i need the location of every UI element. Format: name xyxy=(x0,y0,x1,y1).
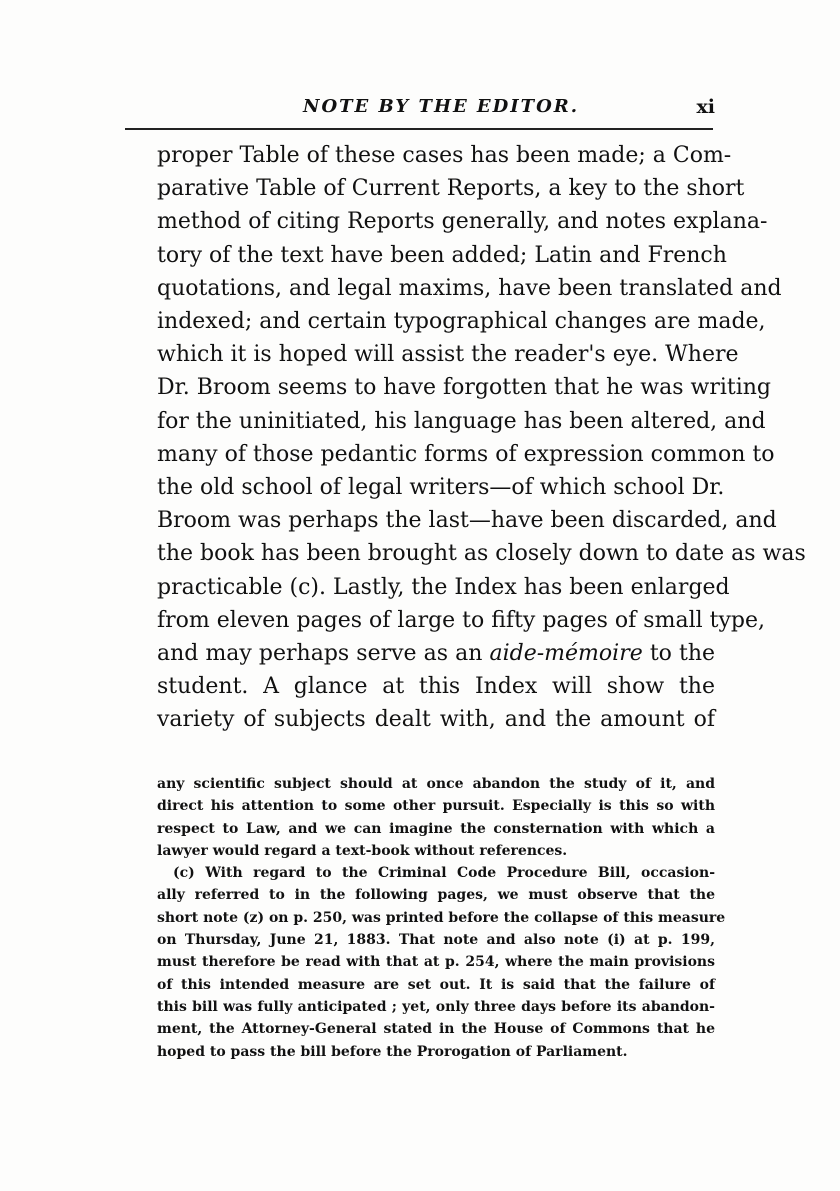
main-text xyxy=(157,139,806,737)
footnote-c-line: hoped to pass the bill before the Prorogation of Parliament. xyxy=(157,1043,628,1060)
text-line: many of those pedantic forms of expression common to xyxy=(157,441,775,467)
text-line: variety of subjects dealt with, and the amount of xyxy=(157,707,715,733)
text-line: the book has been brought as closely down to date as was xyxy=(157,541,806,567)
text-line: indexed; and certain typographical changes are made, xyxy=(157,309,766,335)
page-header xyxy=(157,96,715,126)
footnote-c-line: short note (z) on p. 250, was printed before the collapse of this measure xyxy=(157,909,726,926)
footnote-c-line: (c) With regard to the Criminal Code Procedure Bill, occasion- xyxy=(173,865,715,882)
footnote-line: respect to Law, and we can imagine the consternation with which a xyxy=(157,820,715,837)
footnote-line: lawyer would regard a text-book without references. xyxy=(157,842,568,859)
text-line: practicable (c). Lastly, the Index has been enlarged xyxy=(157,574,730,600)
running-title: NOTE BY THE EDITOR. xyxy=(303,96,579,117)
text-line: parative Table of Current Reports, a key to the short xyxy=(157,176,745,202)
text-line: for the uninitiated, his language has been altered, and xyxy=(157,408,766,434)
text-line: quotations, and legal maxims, have been translated and xyxy=(157,275,782,301)
footnote-c-line: on Thursday, June 21, 1883. That note and also note (i) at p. 199, xyxy=(157,932,715,949)
footnote-c-line: of this intended measure are set out. It is said that the failure of xyxy=(157,976,715,993)
footnote-c-line: ment, the Attorney-General stated in the House of Commons that he xyxy=(157,1021,715,1038)
text-line: method of citing Reports generally, and notes explana- xyxy=(157,209,768,235)
header-rule xyxy=(125,128,713,130)
text-line: tory of the text have been added; Latin and French xyxy=(157,242,727,268)
page-number: xi xyxy=(696,96,715,118)
footnote-line: direct his attention to some other pursuit. Especially is this so with xyxy=(157,798,715,815)
text-line: from eleven pages of large to fifty pages of small type, xyxy=(157,607,765,633)
text-line: proper Table of these cases has been made; a Com- xyxy=(157,143,732,168)
footnote-c-line: ally referred to in the following pages, we must observe that the xyxy=(157,887,715,904)
text-line-with-italic xyxy=(157,637,715,670)
text-line: student. A glance at this Index will show the xyxy=(157,674,715,700)
text-segment: and may perhaps serve as an xyxy=(157,641,483,667)
footnotes xyxy=(157,773,726,1063)
text-line: the old school of legal writers—of which school Dr. xyxy=(157,475,725,501)
footnote-c-line: must therefore be read with that at p. 254, where the main provisions xyxy=(157,954,715,971)
text-line: Dr. Broom seems to have forgotten that he was writing xyxy=(157,375,772,401)
text-segment: to the xyxy=(649,641,716,667)
footnote-c-line: this bill was fully anticipated ; yet, only three days before its abandon- xyxy=(157,998,715,1015)
footnote-line: any scientific subject should at once abandon the study of it, and xyxy=(157,776,715,792)
italic-term: aide-mémoire xyxy=(489,641,643,667)
text-line: which it is hoped will assist the reader's eye. Where xyxy=(157,342,739,368)
text-line: Broom was perhaps the last—have been discarded, and xyxy=(157,508,777,534)
